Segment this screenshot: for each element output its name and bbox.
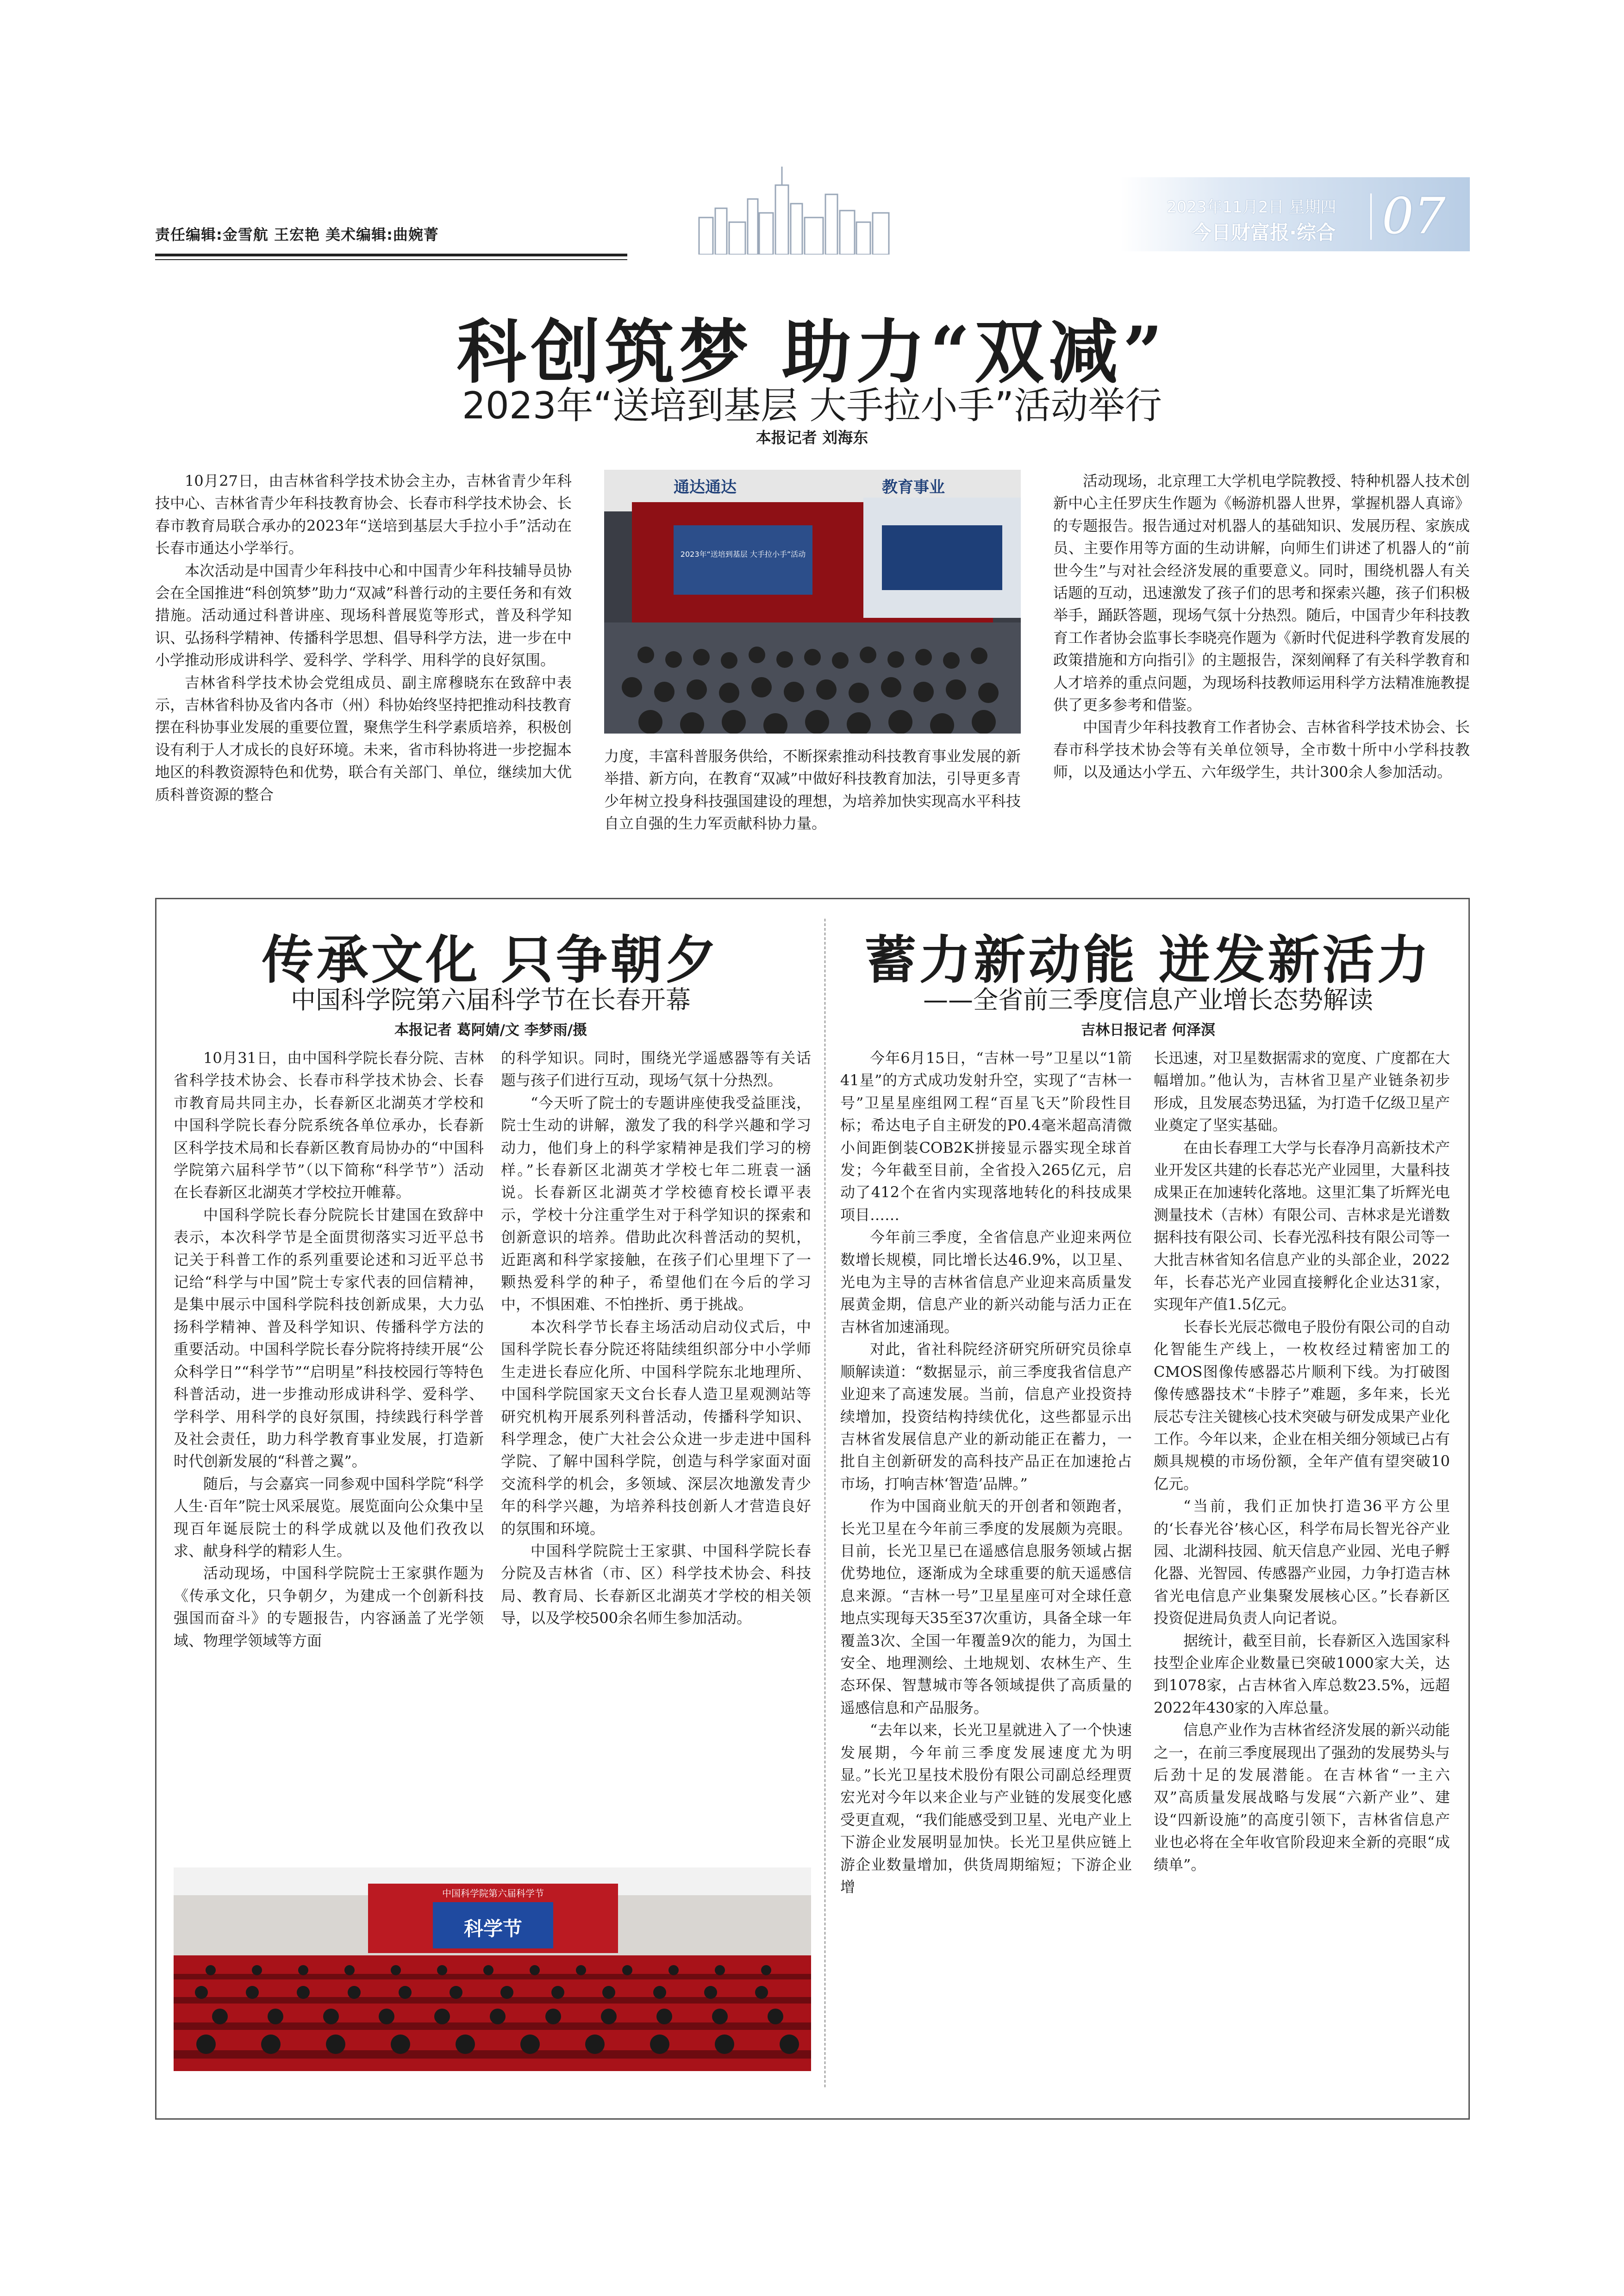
paragraph: “当前，我们正加快打造36平方公里的‘长春光谷’核心区，科学布局长智光谷产业园、北湖科技园、航天信息产业园、光电子孵化器、光智园、传感器产业园，力争打造吉林省光电信息产业集聚发展核心区。”长春新区投资促进局负责人向记者说。 <box>1154 1497 1450 1627</box>
lead-headline: 科创筑梦 助力“双减” <box>456 311 1168 393</box>
paragraph: 随后，与会嘉宾一同参观中国科学院“科学人生·百年”院士风采展览。展览面向公众集中呈现百年诞辰院士的科学成就以及他们孜孜以求、献身科学的精彩人生。 <box>174 1475 484 1560</box>
header-rule-thin <box>155 259 627 260</box>
paper-name: 今日财富报·综合 <box>1192 221 1336 244</box>
banner-separator <box>1370 193 1372 240</box>
paragraph: 中国青少年科技教育工作者协会、吉林省科学技术协会、长春市科学技术协会等有关单位领导，全市数十所中小学科技教师，以及通达小学五、六年级学生，共计300余人参加活动。 <box>1053 718 1470 781</box>
paragraph: 中国科学院院士王家骐、中国科学院长春分院及吉林省（市、区）科学技术协会、科技局、教育局、长春新区北湖英才学校的相关领导，以及学校500余名师生参加活动。 <box>501 1542 811 1627</box>
left-story-byline: 本报记者 葛阿婧/文 李梦雨/摄 <box>394 1022 587 1039</box>
editors-line: 责任编辑:金雪航 王宏艳 美术编辑:曲婉菁 <box>155 226 439 243</box>
city-skyline-icon <box>694 167 893 255</box>
paragraph: 10月27日，由吉林省科学技术协会主办，吉林省青少年科技中心、吉林省青少年科技教育协会、长春市科学技术协会、长春市教育局联合承办的2023年“送培到基层大手拉小手”活动在长春市通达小学举行。 <box>155 472 572 557</box>
paragraph: 作为中国商业航天的开创者和领跑者，长光卫星在今年前三季度的发展颇为亮眼。目前，长光卫星已在遥感信息服务领域占据优势地位，逐渐成为全球重要的航天遥感信息来源。“吉林一号”卫星星座可对全球任意地点实现每天35至37次重访，具备全球一年覆盖3次、全国一年覆盖9次的能力，为国土安全、地理测绘、土地规划、农林生产、生态环保、智慧城市等各领域提供了高质量的遥感信息和产品服务。 <box>840 1497 1132 1717</box>
right-story-headline: 蓄力新动能 迸发新活力 <box>864 930 1432 990</box>
header-rule <box>155 254 627 256</box>
left-story-column-1 <box>174 1047 484 1848</box>
paragraph: 今年前三季度，全省信息产业迎来两位数增长规模，同比增长达46.9%，以卫星、光电为主导的吉林省信息产业迎来高质量发展黄金期，信息产业的新兴动能与活力正在吉林省加速涌现。 <box>840 1228 1132 1336</box>
right-story-byline: 吉林日报记者 何泽溟 <box>1081 1022 1215 1039</box>
lead-column-2 <box>604 745 1021 879</box>
left-story-headline: 传承文化 只争朝夕 <box>262 930 720 990</box>
paragraph: 长春长光辰芯微电子股份有限公司的自动化智能生产线上，一枚枚经过精密加工的CMOS图像传感器芯片顺利下线。为打破图像传感器技术“卡脖子”难题，多年来，长光辰芯专注关键核心技术突破与研发成果产业化工作。今年以来，企业在相关细分领域已占有颇具规模的市场份额，全年产值有望突破10亿元。 <box>1154 1318 1450 1493</box>
photo-banner-right: 教育事业 <box>882 478 945 497</box>
photo-banner-left: 通达通达 <box>674 478 737 497</box>
paragraph: 在由长春理工大学与长春净月高新技术产业开发区共建的长春芯光产业园里，大量科技成果正在加速转化落地。这里汇集了圻辉光电测量技术（吉林）有限公司、吉林求是光谱数据科技有限公司、长春光泓科技有限公司等一大批吉林省知名信息产业的头部企业，2022年，长春芯光产业园直接孵化企业达31家，实现年产值1.5亿元。 <box>1154 1139 1450 1313</box>
paragraph: 据统计，截至目前，长春新区入选国家科技型企业库企业数量已突破1000家大关，达到1078家，占吉林省入库总数23.5%，远超2022年430家的入库总量。 <box>1154 1631 1450 1717</box>
issue-date: 2023年11月2日 星期四 <box>1167 198 1337 217</box>
right-story-subheadline: ——全省前三季度信息产业增长态势解读 <box>923 985 1373 1014</box>
auditorium-photo-icon <box>604 470 1021 734</box>
paragraph: 10月31日，由中国科学院长春分院、吉林省科学技术协会、长春市科学技术协会、长春市教育局共同主办，长春新区北湖英才学校和中国科学院长春分院系统各单位承办，长春新区科学技术局和长春新区教育局协办的“中国科学院第六届科学节”（以下简称“科学节”）活动在长春新区北湖英才学校拉开帷幕。 <box>174 1049 484 1201</box>
left-story-photo <box>174 1867 811 2071</box>
paragraph: 信息产业作为吉林省经济发展的新兴动能之一，在前三季度展现出了强劲的发展势头与后劲十足的发展潜能。在吉林省“一主六双”高质量发展战略与发展“六新产业”、建设“四新设施”的高度引领下，吉林省信息产业也必将在全年收官阶段迎来全新的亮眼“成绩单”。 <box>1154 1721 1450 1873</box>
paragraph: 长迅速，对卫星数据需求的宽度、广度都在大幅增加。”他认为，吉林省卫星产业链条初步形成，且发展态势迅猛，为打造千亿级卫星产业奠定了坚实基础。 <box>1154 1049 1450 1134</box>
right-story-column-1 <box>840 1047 1132 2077</box>
right-story-column-2 <box>1154 1047 1450 2077</box>
lead-column-3 <box>1053 470 1470 877</box>
paragraph: 的科学知识。同时，围绕光学遥感器等有关话题与孩子们进行互动，现场气氛十分热烈。 <box>501 1049 811 1089</box>
feature-box-divider <box>824 919 825 2087</box>
lead-subheadline: 2023年“送培到基层 大手拉小手”活动举行 <box>462 384 1162 427</box>
paragraph: 力度，丰富科普服务供给，不断探索推动科技教育事业发展的新举措、新方向，在教育“双减”中做好科技教育加法，引导更多青少年树立投身科技强国建设的理想，为培养加快实现高水平科技自立自强的生力军贡献科协力量。 <box>604 747 1021 833</box>
paragraph: 今年6月15日，“吉林一号”卫星以“1箭41星”的方式成功发射升空，实现了“吉林一号”卫星星座组网工程“百星飞天”阶段性目标；希达电子自主研发的P0.4毫米超高清微小间距倒装COB2K拼接显示器实现全球首发；今年截至目前，全省投入265亿元，启动了412个在省内实现落地转化的科技成果项目…… <box>840 1049 1132 1224</box>
paragraph: “去年以来，长光卫星就进入了一个快速发展期，今年前三季度发展速度尤为明显。”长光卫星技术股份有限公司副总经理贾宏光对今年以来企业与产业链的发展变化感受更直观，“我们能感受到卫星、光电产业上下游企业发展明显加快。长光卫星供应链上游企业数量增加，供货周期缩短；下游企业增 <box>840 1721 1132 1896</box>
paragraph: 本次活动是中国青少年科技中心和中国青少年科技辅导员协会在全国推进“科创筑梦”助力“双减”科普行动的主要任务和有效措施。活动通过科普讲座、现场科普展览等形式，普及科学知识、弘扬科学精神、传播科学思想、倡导科学方法，进一步在中小学推动形成讲科学、爱科学、学科学、用科学的良好氛围。 <box>155 561 572 669</box>
photo-screen-title: 2023年“送培到基层 大手拉小手”活动 <box>680 550 806 559</box>
paragraph: “今天听了院士的专题讲座使我受益匪浅，院士生动的讲解，激发了我的科学兴趣和学习动力，他们身上的科学家精神是我们学习的榜样。”长春新区北湖英才学校七年二班袁一涵说。长春新区北湖英才学校德育校长谭平表示，学校十分注重学生对于科学知识的探索和创新意识的培养。借助此次科普活动的契机，近距离和科学家接触，在孩子们心里埋下了一颗热爱科学的种子，希望他们在今后的学习中，不惧困难、不怕挫折、勇于挑战。 <box>501 1094 811 1313</box>
paragraph: 中国科学院长春分院院长甘建国在致辞中表示，本次科学节是全面贯彻落实习近平总书记关于科普工作的系列重要论述和习近平总书记给“科学与中国”院士专家代表的回信精神，是集中展示中国科学院科技创新成果，大力弘扬科学精神、普及科学知识、传播科学方法的重要活动。中国科学院长春分院将持续开展“公众科学日”“科学节”“启明星”科技校园行等特色科普活动，进一步推动形成讲科学、爱科学、学科学、用科学的良好氛围，持续践行科学普及社会责任，助力科学教育事业发展，打造新时代创新发展的“科普之翼”。 <box>174 1206 484 1470</box>
paragraph: 对此，省社科院经济研究所研究员徐卓顺解读道：“数据显示，前三季度我省信息产业迎来了高速发展。当前，信息产业投资持续增加，投资结构持续优化，这些都显示出吉林省发展信息产业的新动能正在蓄力，一批自主创新研发的高科技产品正在加速抢占市场，打响吉林‘智造’品牌。” <box>840 1340 1132 1493</box>
left-story-column-2 <box>501 1047 811 1848</box>
paragraph: 活动现场，中国科学院院士王家骐作题为《传承文化，只争朝夕，为建成一个创新科技强国而奋斗》的专题报告，内容涵盖了光学领域、物理学领域等方面 <box>174 1564 484 1649</box>
lead-column-1 <box>155 470 572 877</box>
paragraph: 吉林省科学技术协会党组成员、副主席穆晓东在致辞中表示，吉林省科协及省内各市（州）科协始终坚持把推动科技教育摆在科协事业发展的重要位置，聚焦学生科学素质培养，积极创设有利于人才成长的良好环境。未来，省市科协将进一步挖掘本地区的科教资源特色和优势，联合有关部门、单位，继续加大优质科普资源的整合 <box>155 673 572 803</box>
lead-photo <box>604 470 1021 734</box>
left-story-subheadline: 中国科学院第六届科学节在长春开幕 <box>291 985 691 1014</box>
lead-byline: 本报记者 刘海东 <box>756 429 868 447</box>
paragraph: 活动现场，北京理工大学机电学院教授、特种机器人技术创新中心主任罗庆生作题为《畅游机器人世界，掌握机器人真谛》的专题报告。报告通过对机器人的基础知识、发展历程、家族成员、主要作用等方面的生动讲解，向师生们讲述了机器人的“前世今生”与对社会经济发展的重要意义。同时，围绕机器人有关话题的互动，迅速激发了孩子们的思考和探索兴趣，孩子们积极举手，踊跃答题，现场气氛十分热烈。随后，中国青少年科技教育工作者协会监事长李晓亮作题为《新时代促进科学教育发展的政策措施和方向指引》的主题报告，深刻阐释了有关科学教育和人才培养的重点问题，为现场科技教师运用科学方法精准施教提供了更多参考和借鉴。 <box>1053 472 1470 714</box>
paragraph: 本次科学节长春主场活动启动仪式后，中国科学院长春分院还将陆续组织部分中小学师生走进长春应化所、中国科学院东北地理所、中国科学院国家天文台长春人造卫星观测站等研究机构开展系列科普活动，传播科学知识、科学理念，使广大社会公众进一步走进中国科学院、了解中国科学院，创造与科学家面对面交流科学的机会，多领域、深层次地激发青少年的科学兴趣，为培养科技创新人才营造良好的氛围和环境。 <box>501 1318 811 1537</box>
page-number: 07 <box>1382 187 1446 245</box>
photo-screen-logo: 科学节 <box>463 1917 522 1940</box>
photo-screen-title: 中国科学院第六届科学节 <box>442 1888 544 1899</box>
